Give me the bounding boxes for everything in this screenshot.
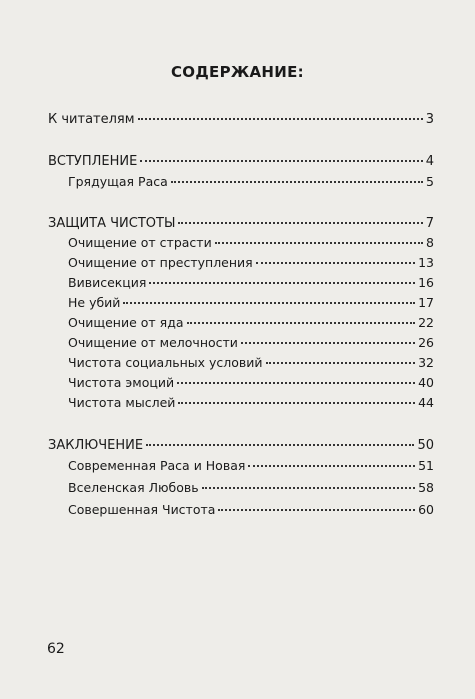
toc-heading: СОДЕРЖАНИЕ: [171,63,304,81]
dot-leader [256,262,415,264]
toc-row [48,234,434,252]
toc-page: 7 [425,216,434,231]
dot-leader [266,362,416,364]
toc-page: 3 [425,112,434,127]
dot-leader [178,222,422,224]
dot-leader [241,342,415,344]
page-number: 62 [47,641,65,657]
toc-title: Грядущая Раса [68,174,168,189]
toc-row [48,314,434,332]
toc-row [48,254,434,272]
dot-leader [202,487,416,489]
toc-row [48,437,434,455]
toc-page: 51 [418,458,434,473]
toc-page: 13 [418,255,434,270]
dot-leader [140,160,422,162]
toc-title: Вселенская Любовь [68,480,199,495]
toc-row [48,153,434,171]
dot-leader [178,402,415,404]
toc-row [48,215,434,233]
toc-row [48,173,434,191]
toc-title: Чистота социальных условий [68,355,263,370]
dot-leader [218,509,415,511]
dot-leader [149,282,415,284]
toc-title: Современная Раса и Новая [68,458,246,473]
dot-leader [146,444,414,446]
dot-leader [248,465,415,467]
toc-title: Совершенная Чистота [68,502,216,517]
toc-title: Не убий [68,295,121,310]
toc-title: ЗАЩИТА ЧИСТОТЫ [48,216,176,231]
toc-row [48,354,434,372]
toc-page: 5 [426,174,434,189]
toc-row [48,501,434,519]
toc-title: Очищение от преступления [68,255,253,270]
toc-row [48,334,434,352]
toc-page: 4 [425,154,434,169]
toc-title: Чистота мыслей [68,395,176,410]
dot-leader [138,118,423,120]
toc-row [48,111,434,129]
toc-row [48,457,434,475]
toc-page: 8 [426,235,434,250]
dot-leader [187,322,416,324]
toc-title: Очищение от мелочности [68,335,238,350]
toc-title: Очищение от яда [68,315,184,330]
dot-leader [171,181,423,183]
toc-page: 58 [418,480,434,495]
toc-title: К читателям [48,112,135,127]
toc-row [48,374,434,392]
toc-title: ЗАКЛЮЧЕНИЕ [48,438,144,453]
toc-row [48,274,434,292]
toc-title: ВСТУПЛЕНИЕ [48,154,138,169]
toc-title: Чистота эмоций [68,375,175,390]
toc-row [48,394,434,412]
toc-row [48,294,434,312]
toc-title: Очищение от страсти [68,235,212,250]
dot-leader [215,242,423,244]
toc-page: 26 [418,335,434,350]
dot-leader [123,302,415,304]
toc-page: 50 [417,438,434,453]
toc-page: 22 [418,315,434,330]
toc-page: 32 [418,355,434,370]
toc-page: 16 [418,275,434,290]
toc-page: 17 [418,295,434,310]
toc-row [48,479,434,497]
toc-page: 44 [418,395,434,410]
dot-leader [177,382,415,384]
toc-title: Вивисекция [68,275,147,290]
toc-page: 40 [418,375,434,390]
toc-page: 60 [418,502,434,517]
